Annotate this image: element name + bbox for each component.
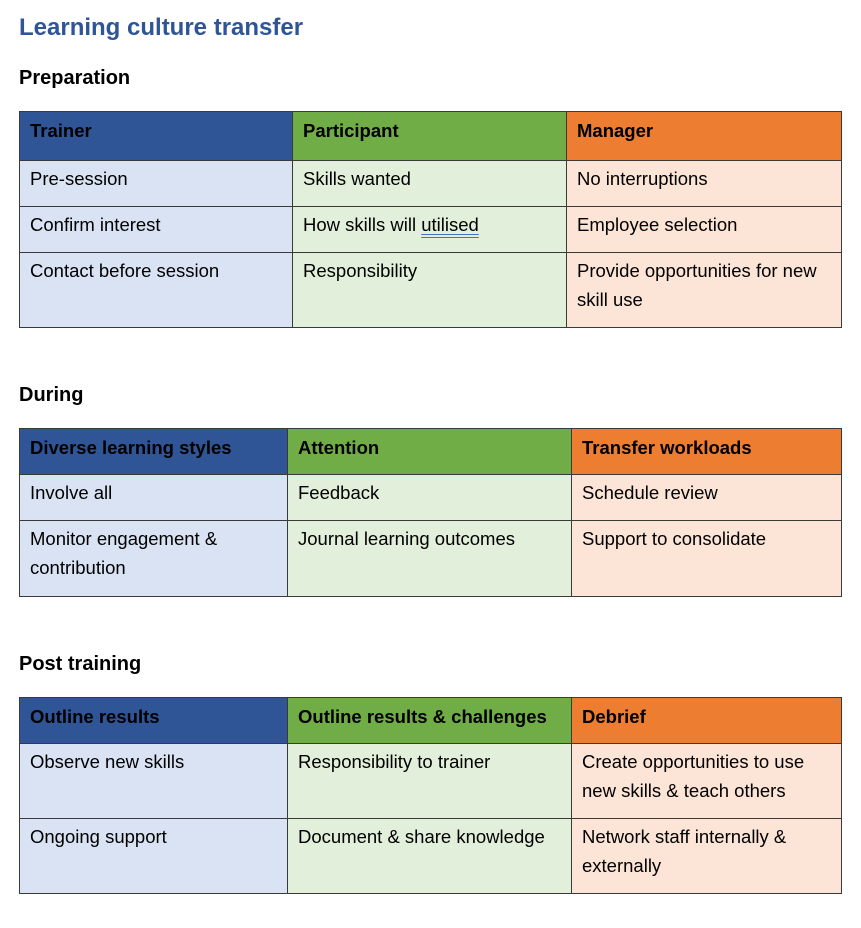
header-cell-participant: Attention	[288, 429, 572, 475]
table-cell: Responsibility to trainer	[288, 744, 572, 819]
table-cell: Feedback	[288, 475, 572, 521]
spellcheck-flagged-word[interactable]: utilised	[421, 214, 479, 235]
table-cell: No interruptions	[567, 161, 842, 207]
table-row	[20, 521, 842, 597]
table-row	[20, 161, 842, 207]
table-cell-spellcheck	[293, 207, 567, 253]
table-cell: Observe new skills	[20, 744, 288, 819]
table-cell: Provide opportunities for new skill use	[567, 253, 842, 328]
table-cell: Responsibility	[293, 253, 567, 328]
table-cell: Create opportunities to use new skills & teach others	[572, 744, 842, 819]
header-cell-participant: Outline results & challenges	[288, 698, 572, 744]
table-cell: Journal learning outcomes	[288, 521, 572, 597]
table-cell: Involve all	[20, 475, 288, 521]
table-cell: Confirm interest	[20, 207, 293, 253]
section-heading-during: During	[19, 384, 84, 406]
table-header-row	[20, 112, 842, 161]
table-cell: Schedule review	[572, 475, 842, 521]
table-cell: Skills wanted	[293, 161, 567, 207]
table-header-row	[20, 429, 842, 475]
table-cell: Document & share knowledge	[288, 819, 572, 894]
post-training-table	[19, 697, 842, 894]
preparation-table	[19, 111, 842, 328]
table-cell: Network staff internally & externally	[572, 819, 842, 894]
table-cell: Monitor engagement & contribution	[20, 521, 288, 597]
table-row	[20, 207, 842, 253]
table-row	[20, 744, 842, 819]
section-heading-preparation: Preparation	[19, 67, 131, 89]
table-row	[20, 475, 842, 521]
header-cell-trainer: Outline results	[20, 698, 288, 744]
during-table	[19, 428, 842, 597]
header-cell-trainer: Trainer	[20, 112, 293, 161]
cell-text-plain: How skills will	[303, 214, 422, 235]
page-title: Learning culture transfer	[19, 14, 304, 41]
table-cell: Pre-session	[20, 161, 293, 207]
table-cell: Employee selection	[567, 207, 842, 253]
table-row	[20, 819, 842, 894]
table-cell: Contact before session	[20, 253, 293, 328]
header-cell-manager: Transfer workloads	[572, 429, 842, 475]
table-cell: Support to consolidate	[572, 521, 842, 597]
header-cell-participant: Participant	[293, 112, 567, 161]
header-cell-trainer: Diverse learning styles	[20, 429, 288, 475]
header-cell-manager: Manager	[567, 112, 842, 161]
table-header-row	[20, 698, 842, 744]
header-cell-manager: Debrief	[572, 698, 842, 744]
table-row	[20, 253, 842, 328]
table-cell: Ongoing support	[20, 819, 288, 894]
section-heading-post-training: Post training	[19, 653, 142, 675]
